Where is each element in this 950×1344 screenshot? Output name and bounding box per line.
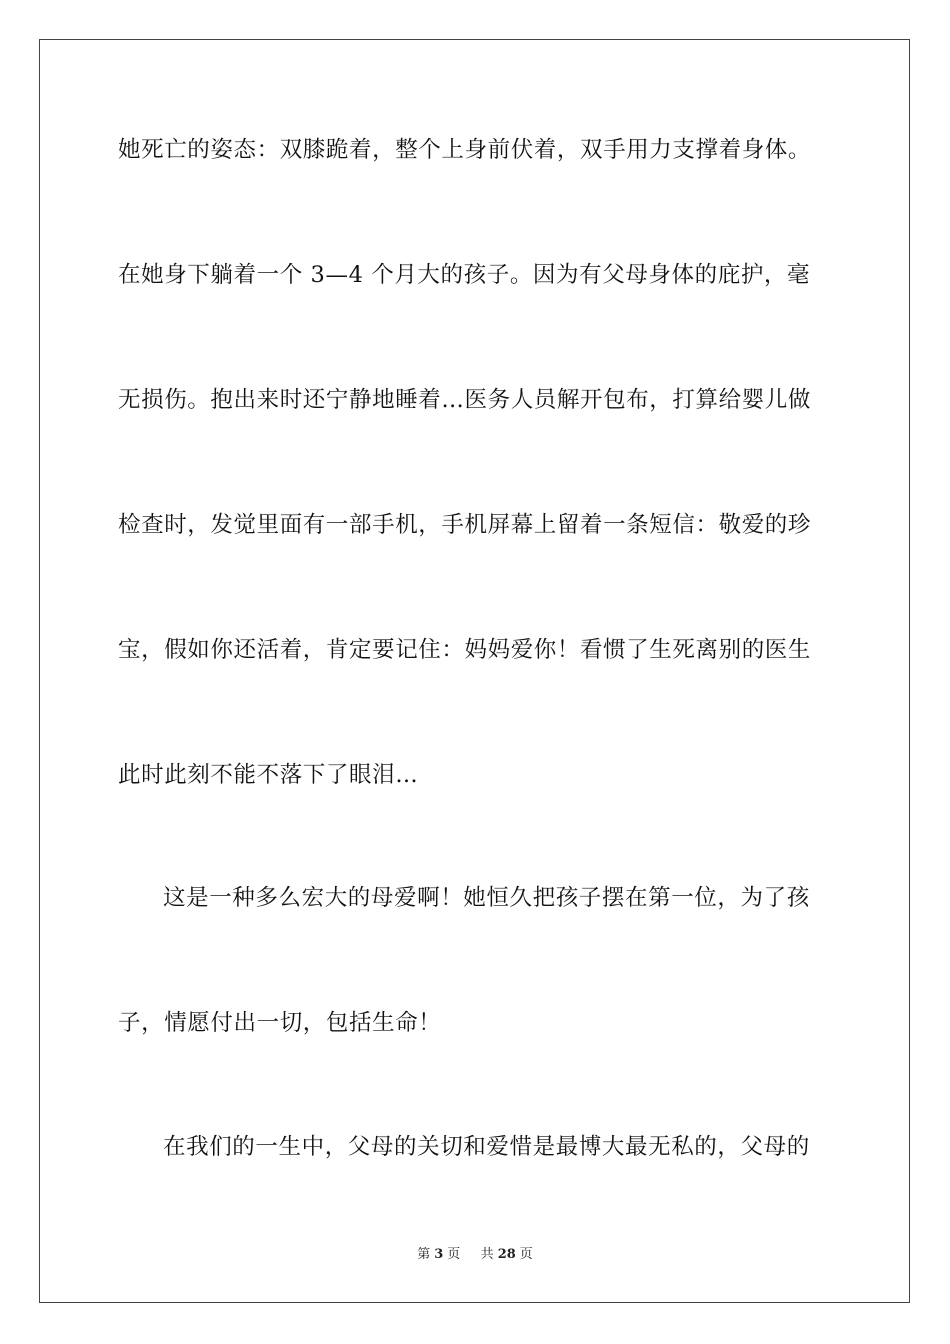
paragraph-first-line: 在我们的一生中，父母的关切和爱惜是最博大最无私的，父母的 [163,1134,810,1160]
text-line: 宝，假如你还活着，肯定要记住：妈妈爱你！看惯了生死离别的医生 [118,637,812,663]
current-page: 3 [434,1247,444,1262]
page-prefix: 第 [417,1247,431,1262]
text-line: 检查时，发觉里面有一部手机，手机屏幕上留着一条短信：敬爱的珍 [118,512,812,538]
text-line: 无损伤。抱出来时还宁静地睡着…医务人员解开包布，打算给婴儿做 [118,387,812,413]
page-footer [0,1246,950,1264]
total-suffix: 页 [519,1247,533,1262]
page-number [415,1247,462,1262]
total-pages [479,1247,535,1262]
text-line: 她死亡的姿态：双膝跪着，整个上身前伏着，双手用力支撑着身体。 [118,137,812,163]
page-border [39,39,910,1303]
paragraph-first-line: 这是一种多么宏大的母爱啊！她恒久把孩子摆在第一位，为了孩 [163,885,810,911]
text-line: 子，情愿付出一切，包括生命！ [118,1010,442,1036]
text-line: 此时此刻不能不落下了眼泪… [118,762,419,788]
text-line: 在她身下躺着一个 3—4 个月大的孩子。因为有父母身体的庇护，毫 [118,262,811,288]
page-suffix: 页 [447,1247,461,1262]
total-prefix: 共 [480,1247,494,1262]
total-pages-count: 28 [497,1247,516,1262]
